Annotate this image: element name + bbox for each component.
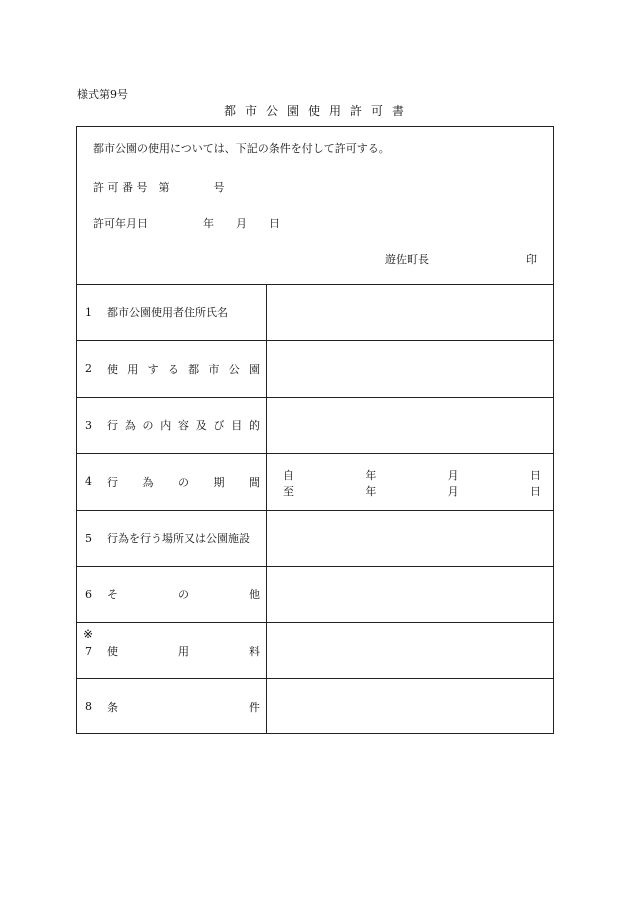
row-text: 使 用 料 (107, 645, 260, 658)
period-to-month: 月 (447, 485, 459, 498)
row-text: 行 為 の 期 間 (107, 475, 260, 489)
permit-number: 許 可 番 号 第 号 (93, 181, 225, 194)
period-to-end: 至 (283, 485, 294, 498)
row-5-label (85, 510, 260, 566)
row-text: そ の 他 (107, 588, 260, 601)
row-number: 1 (85, 305, 92, 319)
permit-date: 許可年月日 年 月 日 (93, 217, 280, 230)
row-number: 2 (85, 362, 92, 375)
row-7-label (85, 630, 260, 672)
row-8-label (85, 678, 260, 735)
row-text: 行 為 の 内 容 及 び 目 的 (107, 419, 260, 432)
row-text: 使 用 す る 都 市 公 園 (107, 362, 260, 376)
period-to-year: 年 (365, 485, 377, 498)
row-number: 6 (85, 587, 92, 601)
row-number: 8 (85, 700, 92, 713)
row-text: 条 件 (107, 700, 260, 714)
note-mark: ※ (83, 627, 94, 641)
period-from-month: 月 (447, 469, 459, 482)
row-1-label (85, 284, 260, 340)
form-number: 様式第9号 (77, 88, 128, 101)
row-divider (77, 622, 553, 623)
row-text: 都市公園使用者住所氏名 (107, 306, 228, 319)
permit-statement: 都市公園の使用については、下記の条件を付して許可する。 (93, 142, 390, 155)
row-2-label (85, 340, 260, 397)
period-from (283, 467, 541, 483)
document-title: 都市公園使用許可書 (224, 104, 414, 118)
row-number: 4 (85, 475, 92, 488)
seal-mark: 印 (526, 253, 537, 266)
row-number: 3 (85, 418, 92, 432)
permit-form (76, 126, 554, 734)
column-divider (266, 284, 267, 734)
row-number: 5 (85, 531, 92, 545)
row-4-label (85, 453, 260, 510)
issuer-name: 遊佐町長 (385, 253, 429, 266)
row-6-label (85, 566, 260, 622)
period-to-day: 日 (529, 485, 541, 498)
period-from-start: 自 (283, 469, 294, 482)
period-from-day: 日 (529, 469, 541, 482)
period-from-year: 年 (365, 469, 377, 482)
row-3-label (85, 397, 260, 453)
row-text: 行為を行う場所又は公園施設 (107, 532, 250, 545)
row-number: 7 (85, 644, 92, 658)
period-to (283, 483, 541, 499)
